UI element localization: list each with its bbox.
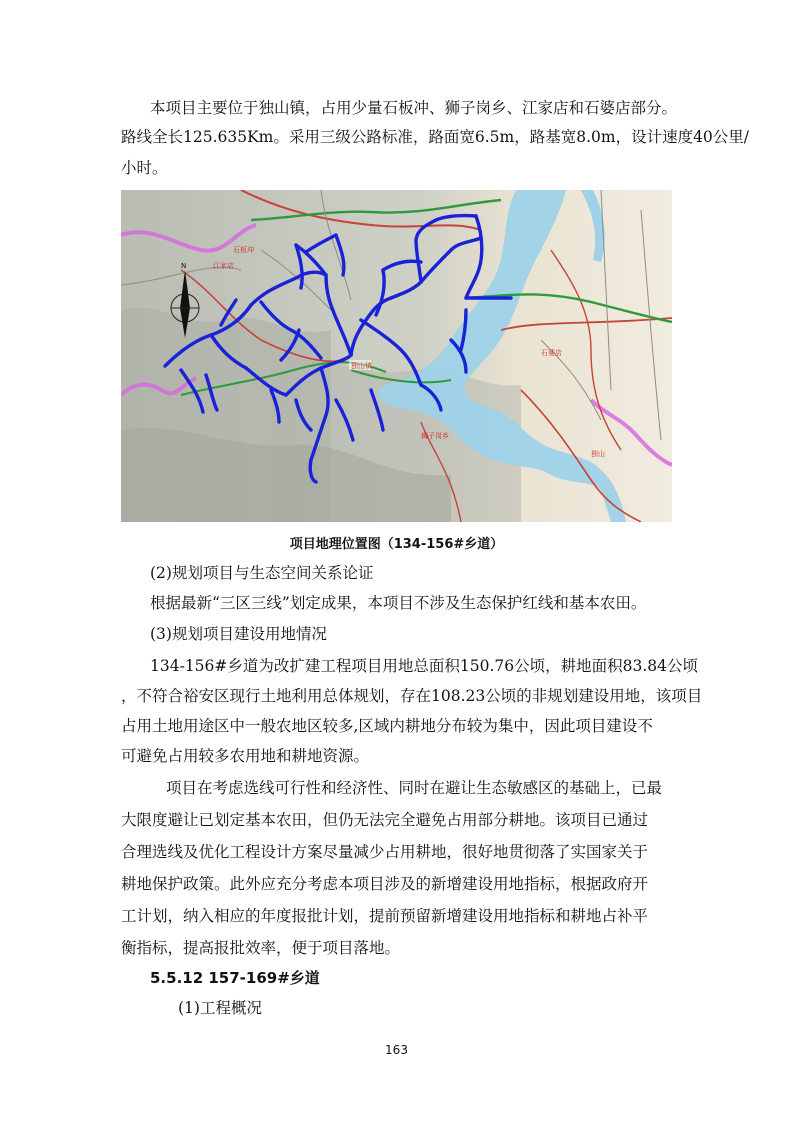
paragraph-4-line-1: 项目在考虑选线可行性和经济性、同时在避让生态敏感区的基础上，已最	[166, 779, 663, 797]
paragraph-4-line-2: 大限度避让已划定基本农田，但仍无法完全避免占用部分耕地。该项目已通过	[121, 811, 649, 829]
svg-text:N: N	[181, 262, 187, 270]
intro-line-3: 小时。	[121, 159, 168, 177]
section-1-heading: (1)工程概况	[178, 999, 262, 1017]
paragraph-4-line-6: 衡指标，提高报批效率，便于项目落地。	[121, 939, 401, 957]
project-location-map	[121, 190, 672, 522]
map-label-sw-town: 江家店	[213, 262, 234, 270]
intro-line-1: 本项目主要位于独山镇，占用少量石板冲、狮子岗乡、江家店和石婆店部分。	[150, 99, 678, 117]
map-label-far-se-town: 独山	[591, 450, 605, 458]
map-label-east-town: 石婆店	[541, 349, 562, 357]
section-3-line-1: 134-156#乡道为改扩建工程项目用地总面积150.76公顷，耕地面积83.84公顷	[150, 657, 699, 675]
page-number: 163	[385, 1043, 408, 1057]
section-2-body: 根据最新“三区三线”划定成果，本项目不涉及生态保护红线和基本农田。	[150, 594, 647, 612]
paragraph-4-line-3: 合理选线及优化工程设计方案尽量减少占用耕地，很好地贯彻落了实国家关于	[121, 843, 649, 861]
paragraph-4-line-4: 耕地保护政策。此外应充分考虑本项目涉及的新增建设用地指标，根据政府开	[121, 875, 649, 893]
section-5512-heading: 5.5.12 157-169#乡道	[150, 969, 320, 987]
map-caption: 项目地理位置图（134-156#乡道）	[289, 537, 504, 552]
section-3-line-2: ，不符合裕安区现行土地利用总体规划，存在108.23公顷的非规划建设用地，该项目	[121, 687, 703, 705]
map-label-se-town: 狮子岗乡	[421, 432, 449, 440]
section-2-heading: (2)规划项目与生态空间关系论证	[150, 564, 374, 582]
map-label-nw-town: 石板冲	[233, 246, 254, 254]
section-3-line-3: 占用土地用途区中一般农地区较多,区域内耕地分布较为集中，因此项目建设不	[121, 717, 653, 735]
paragraph-4-line-5: 工计划，纳入相应的年度报批计划，提前预留新增建设用地指标和耕地占补平	[121, 907, 649, 925]
section-3-line-4: 可避免占用较多农用地和耕地资源。	[121, 747, 370, 765]
section-3-heading: (3)规划项目建设用地情况	[150, 625, 327, 643]
map-label-main-town: 独山镇	[351, 362, 372, 370]
intro-line-2: 路线全长125.635Km。采用三级公路标准，路面宽6.5m，路基宽8.0m，设计速度40公里/	[121, 128, 750, 146]
